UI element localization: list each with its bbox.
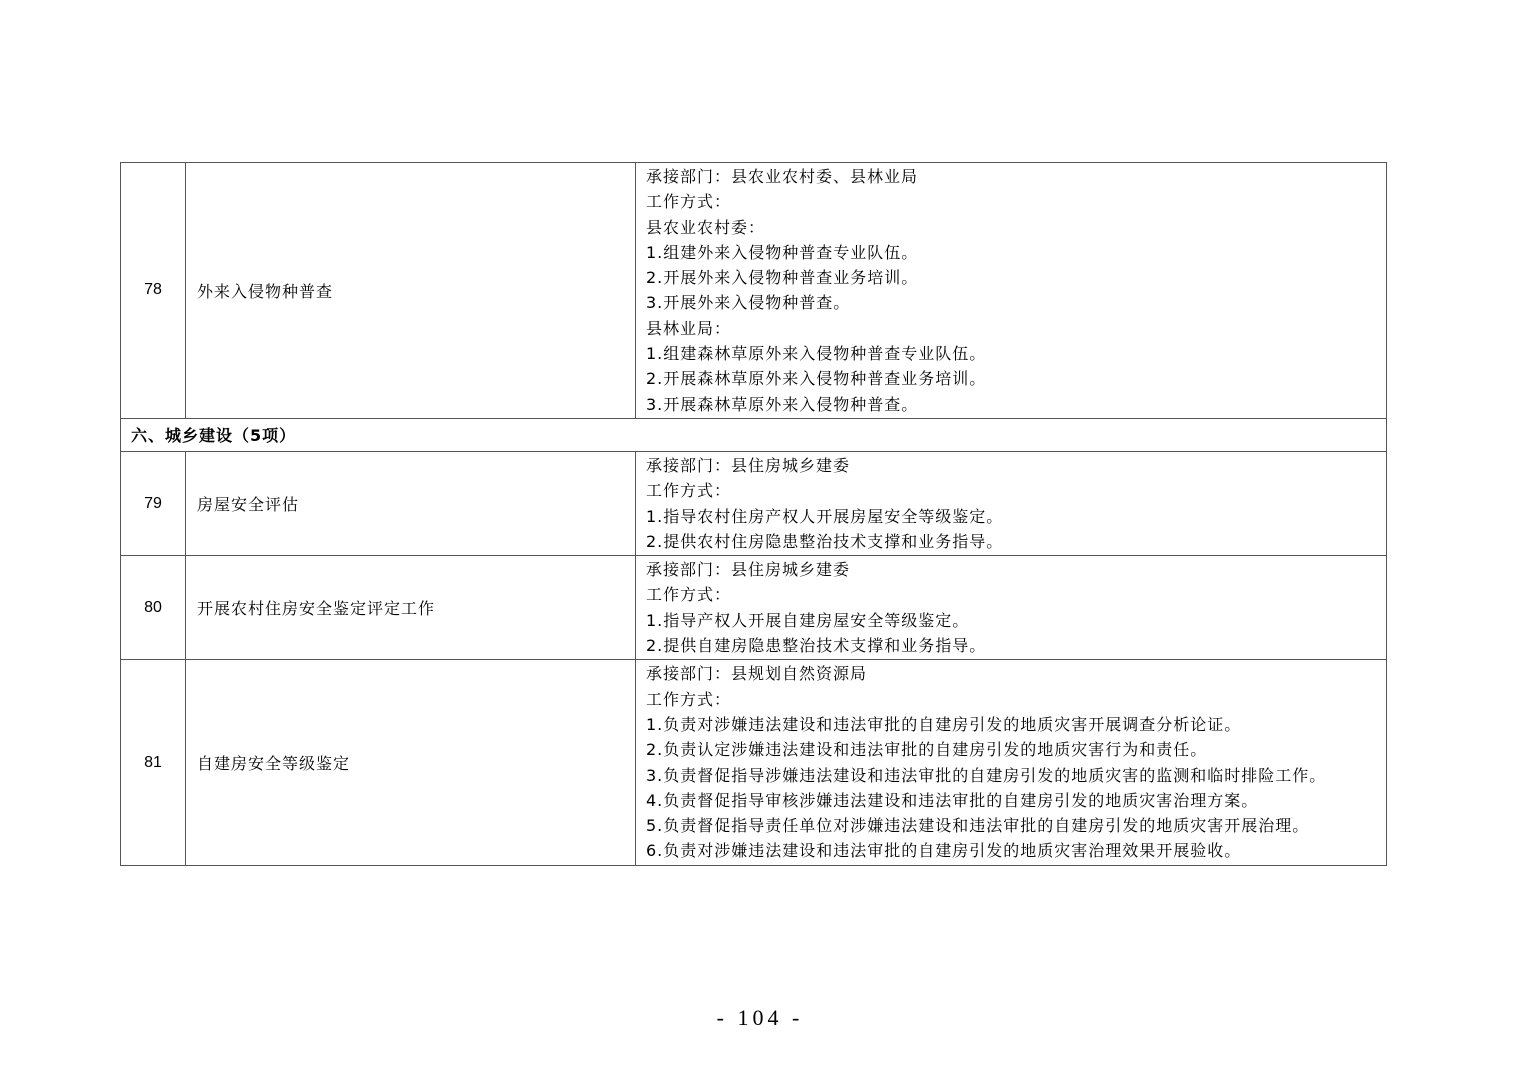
detail-line: 县农业农村委： [646,217,766,237]
page-number: - 104 - [716,1005,804,1030]
row-number: 79 [121,451,186,555]
row-number: 80 [121,556,186,660]
detail-line: 工作方式： [646,192,732,212]
table-row [121,163,1387,419]
table-row [121,660,1387,865]
detail-line: 6.负责对涉嫌违法建设和违法审批的自建房引发的地质灾害治理效果开展验收。 [646,841,1242,861]
detail-line: 2.提供农村住房隐患整治技术支撑和业务指导。 [646,531,1004,551]
section-row [121,418,1387,451]
task-name: 外来入侵物种普查 [186,163,636,419]
task-name: 开展农村住房安全鉴定评定工作 [186,556,636,660]
detail-line: 4.负责督促指导审核涉嫌违法建设和违法审批的自建房引发的地质灾害治理方案。 [646,790,1259,810]
detail-line: 1.组建外来入侵物种普查专业队伍。 [646,242,919,262]
detail-line: 2.开展外来入侵物种普查业务培训。 [646,268,919,288]
section-heading: 六、城乡建设（5项） [121,418,1387,451]
detail-line: 2.负责认定涉嫌违法建设和违法审批的自建房引发的地质灾害行为和责任。 [646,740,1208,760]
task-detail [636,660,1387,865]
detail-line: 县林业局： [646,318,732,338]
detail-line: 承接部门：县规划自然资源局 [646,664,868,684]
detail-line: 1.指导农村住房产权人开展房屋安全等级鉴定。 [646,506,1004,526]
row-number: 81 [121,660,186,865]
detail-line: 承接部门：县农业农村委、县林业局 [646,167,919,186]
detail-line: 2.开展森林草原外来入侵物种普查业务培训。 [646,369,987,389]
detail-line: 工作方式： [646,481,732,501]
detail-line: 工作方式： [646,585,732,605]
table-row [121,451,1387,555]
detail-line: 5.负责督促指导责任单位对涉嫌违法建设和违法审批的自建房引发的地质灾害开展治理。 [646,816,1310,836]
task-table [120,162,1387,866]
detail-line: 承接部门：县住房城乡建委 [646,455,851,475]
detail-line: 3.开展森林草原外来入侵物种普查。 [646,394,919,414]
task-detail [636,163,1387,419]
row-number: 78 [121,163,186,419]
task-detail [636,451,1387,555]
detail-line: 3.开展外来入侵物种普查。 [646,293,851,313]
detail-line: 1.负责对涉嫌违法建设和违法审批的自建房引发的地质灾害开展调查分析论证。 [646,714,1242,734]
table-row [121,556,1387,660]
task-name: 房屋安全评估 [186,451,636,555]
detail-line: 工作方式： [646,689,732,709]
detail-line: 1.指导产权人开展自建房屋安全等级鉴定。 [646,610,970,630]
detail-line: 承接部门：县住房城乡建委 [646,560,851,580]
detail-line: 1.组建森林草原外来入侵物种普查专业队伍。 [646,344,987,364]
task-name: 自建房安全等级鉴定 [186,660,636,865]
detail-line: 2.提供自建房隐患整治技术支撑和业务指导。 [646,636,987,656]
detail-line: 3.负责督促指导涉嫌违法建设和违法审批的自建房引发的地质灾害的监测和临时排险工作。 [646,765,1327,785]
task-detail [636,556,1387,660]
